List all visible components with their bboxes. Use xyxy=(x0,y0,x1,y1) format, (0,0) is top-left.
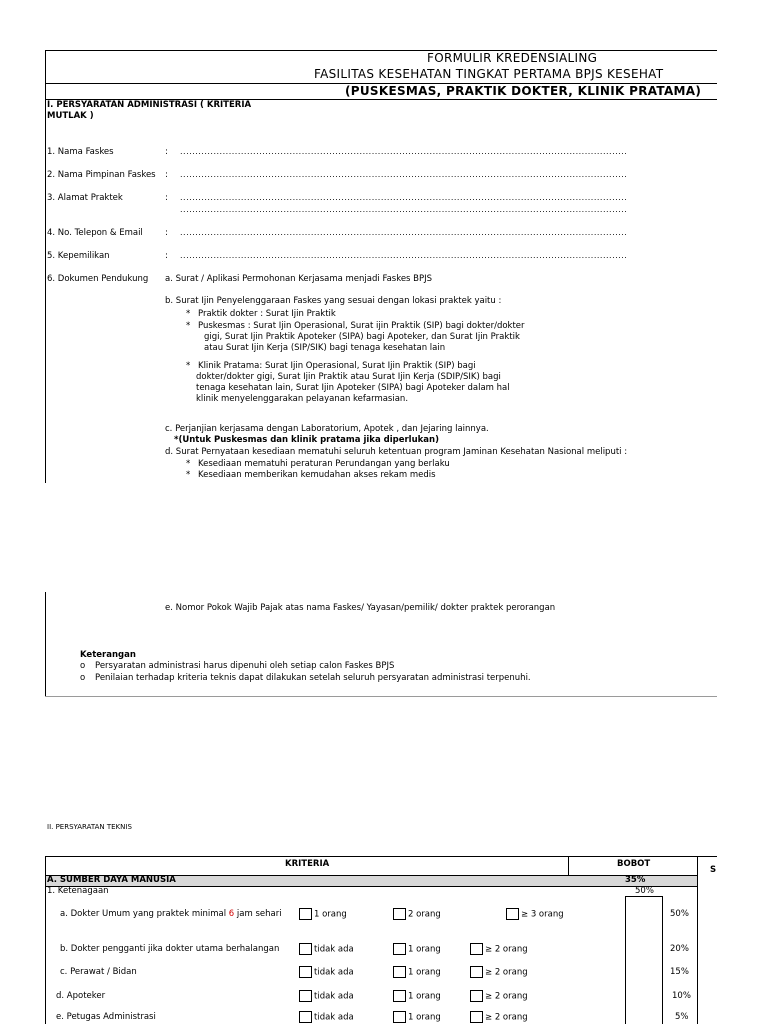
row-e-option-2[interactable] xyxy=(393,1011,441,1024)
checkbox[interactable] xyxy=(299,990,312,1002)
field-label-nama-faskes: 1. Nama Faskes xyxy=(47,147,114,157)
checkbox[interactable] xyxy=(506,908,519,920)
bullet: * xyxy=(186,470,191,480)
option-label: 1 orang xyxy=(408,991,441,1002)
option-label: ≥ 2 orang xyxy=(485,967,528,978)
row-d-option-3[interactable] xyxy=(470,990,528,1003)
keterangan-bullet: o xyxy=(80,661,86,671)
row-b-bobot: 20% xyxy=(670,944,689,954)
row-a-option-1[interactable] xyxy=(299,908,347,921)
checkbox[interactable] xyxy=(393,943,406,955)
table-top-rule xyxy=(45,856,717,857)
row-a-label-post: jam sehari xyxy=(234,909,282,919)
bullet: * xyxy=(186,321,191,331)
row-a-label-pre: a. Dokter Umum yang praktek minimal xyxy=(60,909,229,919)
kepemilikan-input[interactable]: ................................................................................................................................................... xyxy=(180,251,628,260)
row-d-label: d. Apoteker xyxy=(56,991,106,1001)
checkbox[interactable] xyxy=(299,908,312,920)
keterangan-item: Persyaratan administrasi harus dipenuhi oleh setiap calon Faskes BPJS xyxy=(95,661,395,671)
left-border-top xyxy=(45,50,46,483)
doc-b-item: gigi, Surat Ijin Praktik Apoteker (SIPA) bagi Apoteker, dan Surat Ijin Praktik xyxy=(204,332,520,342)
option-label: ≥ 2 orang xyxy=(485,944,528,955)
colon: : xyxy=(165,228,168,238)
row-a-hours: 6 xyxy=(228,909,235,919)
row-d-bobot: 10% xyxy=(672,991,691,1001)
row-e-option-1[interactable] xyxy=(299,1011,354,1024)
option-label: 1 orang xyxy=(314,909,347,920)
option-label: ≥ 3 orang xyxy=(521,909,564,920)
checkbox[interactable] xyxy=(393,990,406,1002)
col-s: S xyxy=(710,865,717,875)
row-a-bobot: 50% xyxy=(670,909,689,919)
group-a-bobot: 35% xyxy=(625,875,646,885)
doc-b-item: Praktik dokter : Surat Ijin Praktik xyxy=(198,309,336,319)
group-a-label: A. SUMBER DAYA MANUSIA xyxy=(47,875,176,885)
row-c-option-2[interactable] xyxy=(393,966,441,979)
row-c-option-1[interactable] xyxy=(299,966,354,979)
pimpinan-input[interactable]: ................................................................................................................................................... xyxy=(180,170,628,179)
colon: : xyxy=(165,147,168,157)
row-e-bobot: 5% xyxy=(675,1012,689,1022)
doc-b-item: dokter/dokter gigi, Surat Ijin Praktik atau Surat Ijin Kerja (SDIP/SIK) bagi xyxy=(196,372,501,382)
doc-b-item: klinik menyelenggarakan pelayanan kefarmasian. xyxy=(196,394,409,404)
form-title: FORMULIR KREDENSIALING xyxy=(427,51,598,65)
telepon-input[interactable]: ................................................................................................................................................... xyxy=(180,228,628,237)
row-c-label: c. Perawat / Bidan xyxy=(60,967,137,977)
field-label-dokumen: 6. Dokumen Pendukung xyxy=(47,274,149,284)
colon: : xyxy=(165,193,168,203)
table-col-divider xyxy=(697,856,698,887)
checkbox[interactable] xyxy=(299,1011,312,1023)
checkbox[interactable] xyxy=(393,1011,406,1023)
doc-a: a. Surat / Aplikasi Permohonan Kerjasama menjadi Faskes BPJS xyxy=(165,274,433,284)
field-label-kepemilikan: 5. Kepemilikan xyxy=(47,251,110,261)
checkbox[interactable] xyxy=(393,966,406,978)
row-a-label xyxy=(60,909,282,919)
bullet: * xyxy=(186,309,191,319)
checkbox[interactable] xyxy=(470,966,483,978)
group-a-bottom-rule xyxy=(45,886,697,887)
nama-faskes-input[interactable]: ................................................................................................................................................... xyxy=(180,147,628,156)
col-kriteria: KRITERIA xyxy=(285,859,330,869)
left-border-bottom xyxy=(45,592,46,696)
bullet: * xyxy=(186,361,191,371)
bobot-sub-rule xyxy=(625,896,662,897)
row-b-label: b. Dokter pengganti jika dokter utama berhalangan xyxy=(60,944,280,954)
bobot-col-line-right xyxy=(697,887,698,1024)
option-label: tidak ada xyxy=(314,1012,354,1023)
option-label: tidak ada xyxy=(314,944,354,955)
alamat-input-line2[interactable]: ................................................................................................................................................... xyxy=(180,205,628,214)
row-e-option-3[interactable] xyxy=(470,1011,528,1024)
col-bobot: BOBOT xyxy=(617,859,651,869)
doc-d-item: Kesediaan memberikan kemudahan akses rekam medis xyxy=(198,470,436,480)
section1-bottom-rule xyxy=(45,696,717,697)
doc-b-item: Klinik Pratama: Surat Ijin Operasional, Surat Ijin Praktik (SIP) bagi xyxy=(198,361,476,371)
option-label: 1 orang xyxy=(408,967,441,978)
section2-title: II. PERSYARATAN TEKNIS xyxy=(47,823,132,831)
option-label: 1 orang xyxy=(408,1012,441,1023)
checkbox[interactable] xyxy=(470,1011,483,1023)
colon: : xyxy=(165,251,168,261)
row-a-option-2[interactable] xyxy=(393,908,441,921)
bullet: * xyxy=(186,459,191,469)
checkbox[interactable] xyxy=(393,908,406,920)
option-label: 2 orang xyxy=(408,909,441,920)
row-d-option-2[interactable] xyxy=(393,990,441,1003)
option-label: ≥ 2 orang xyxy=(485,1012,528,1023)
colon: : xyxy=(165,170,168,180)
field-label-pimpinan: 2. Nama Pimpinan Faskes xyxy=(47,170,156,180)
doc-d: d. Surat Pernyataan kesediaan mematuhi seluruh ketentuan program Jaminan Kesehatan Nasional meliputi : xyxy=(165,447,628,457)
row-d-option-1[interactable] xyxy=(299,990,354,1003)
keterangan-item: Penilaian terhadap kriteria teknis dapat dilakukan setelah seluruh persyaratan administrasi terpenuhi. xyxy=(95,673,531,683)
checkbox[interactable] xyxy=(470,943,483,955)
row-a-option-3[interactable] xyxy=(506,908,564,921)
doc-c-note: *(Untuk Puskesmas dan klinik pratama jika diperlukan) xyxy=(174,435,439,445)
doc-b-item: tenaga kesehatan lain, Surat Ijin Apoteker (SIPA) bagi Apoteker dalam hal xyxy=(196,383,510,393)
keterangan-title: Keterangan xyxy=(80,650,136,660)
row-b-option-1[interactable] xyxy=(299,943,354,956)
row-b-option-2[interactable] xyxy=(393,943,441,956)
doc-b: b. Surat Ijin Penyelenggaraan Faskes yang sesuai dengan lokasi praktek yaitu : xyxy=(165,296,502,306)
field-label-telepon: 4. No. Telepon & Email xyxy=(47,228,143,238)
row-b-option-3[interactable] xyxy=(470,943,528,956)
row-c-option-3[interactable] xyxy=(470,966,528,979)
row-c-bobot: 15% xyxy=(670,967,689,977)
checkbox[interactable] xyxy=(299,943,312,955)
field-label-alamat: 3. Alamat Praktek xyxy=(47,193,123,203)
ketenagaan-label: 1. Ketenagaan xyxy=(47,886,109,896)
form-subtitle: FASILITAS KESEHATAN TINGKAT PERTAMA BPJS KESEHAT xyxy=(314,67,664,81)
section1-title-2: MUTLAK ) xyxy=(47,111,94,121)
doc-b-item: atau Surat Ijin Kerja (SIP/SIK) bagi tenaga kesehatan lain xyxy=(204,343,446,353)
checkbox[interactable] xyxy=(470,990,483,1002)
bobot-col-line xyxy=(662,896,663,1024)
option-label: tidak ada xyxy=(314,967,354,978)
row-e-label: e. Petugas Administrasi xyxy=(56,1012,156,1022)
header-top-rule xyxy=(45,50,717,51)
alamat-input-line1[interactable]: ................................................................................................................................................... xyxy=(180,193,628,202)
option-label: 1 orang xyxy=(408,944,441,955)
doc-b-item: Puskesmas : Surat Ijin Operasional, Surat ijin Praktik (SIP) bagi dokter/dokter xyxy=(198,321,525,331)
option-label: tidak ada xyxy=(314,991,354,1002)
checkbox[interactable] xyxy=(299,966,312,978)
option-label: ≥ 2 orang xyxy=(485,991,528,1002)
doc-e: e. Nomor Pokok Wajib Pajak atas nama Faskes/ Yayasan/pemilik/ dokter praktek perorangan xyxy=(165,603,556,613)
keterangan-bullet: o xyxy=(80,673,86,683)
doc-d-item: Kesediaan mematuhi peraturan Perundangan yang berlaku xyxy=(198,459,450,469)
section1-title: I. PERSYARATAN ADMINISTRASI ( KRITERIA xyxy=(47,100,252,110)
bobot-col-line xyxy=(625,896,626,1024)
form-subtitle-2: (PUSKESMAS, PRAKTIK DOKTER, KLINIK PRATAMA) xyxy=(345,84,702,98)
doc-c: c. Perjanjian kerjasama dengan Laboratorium, Apotek , dan Jejaring lainnya. xyxy=(165,424,489,434)
ketenagaan-bobot: 50% xyxy=(635,886,654,896)
